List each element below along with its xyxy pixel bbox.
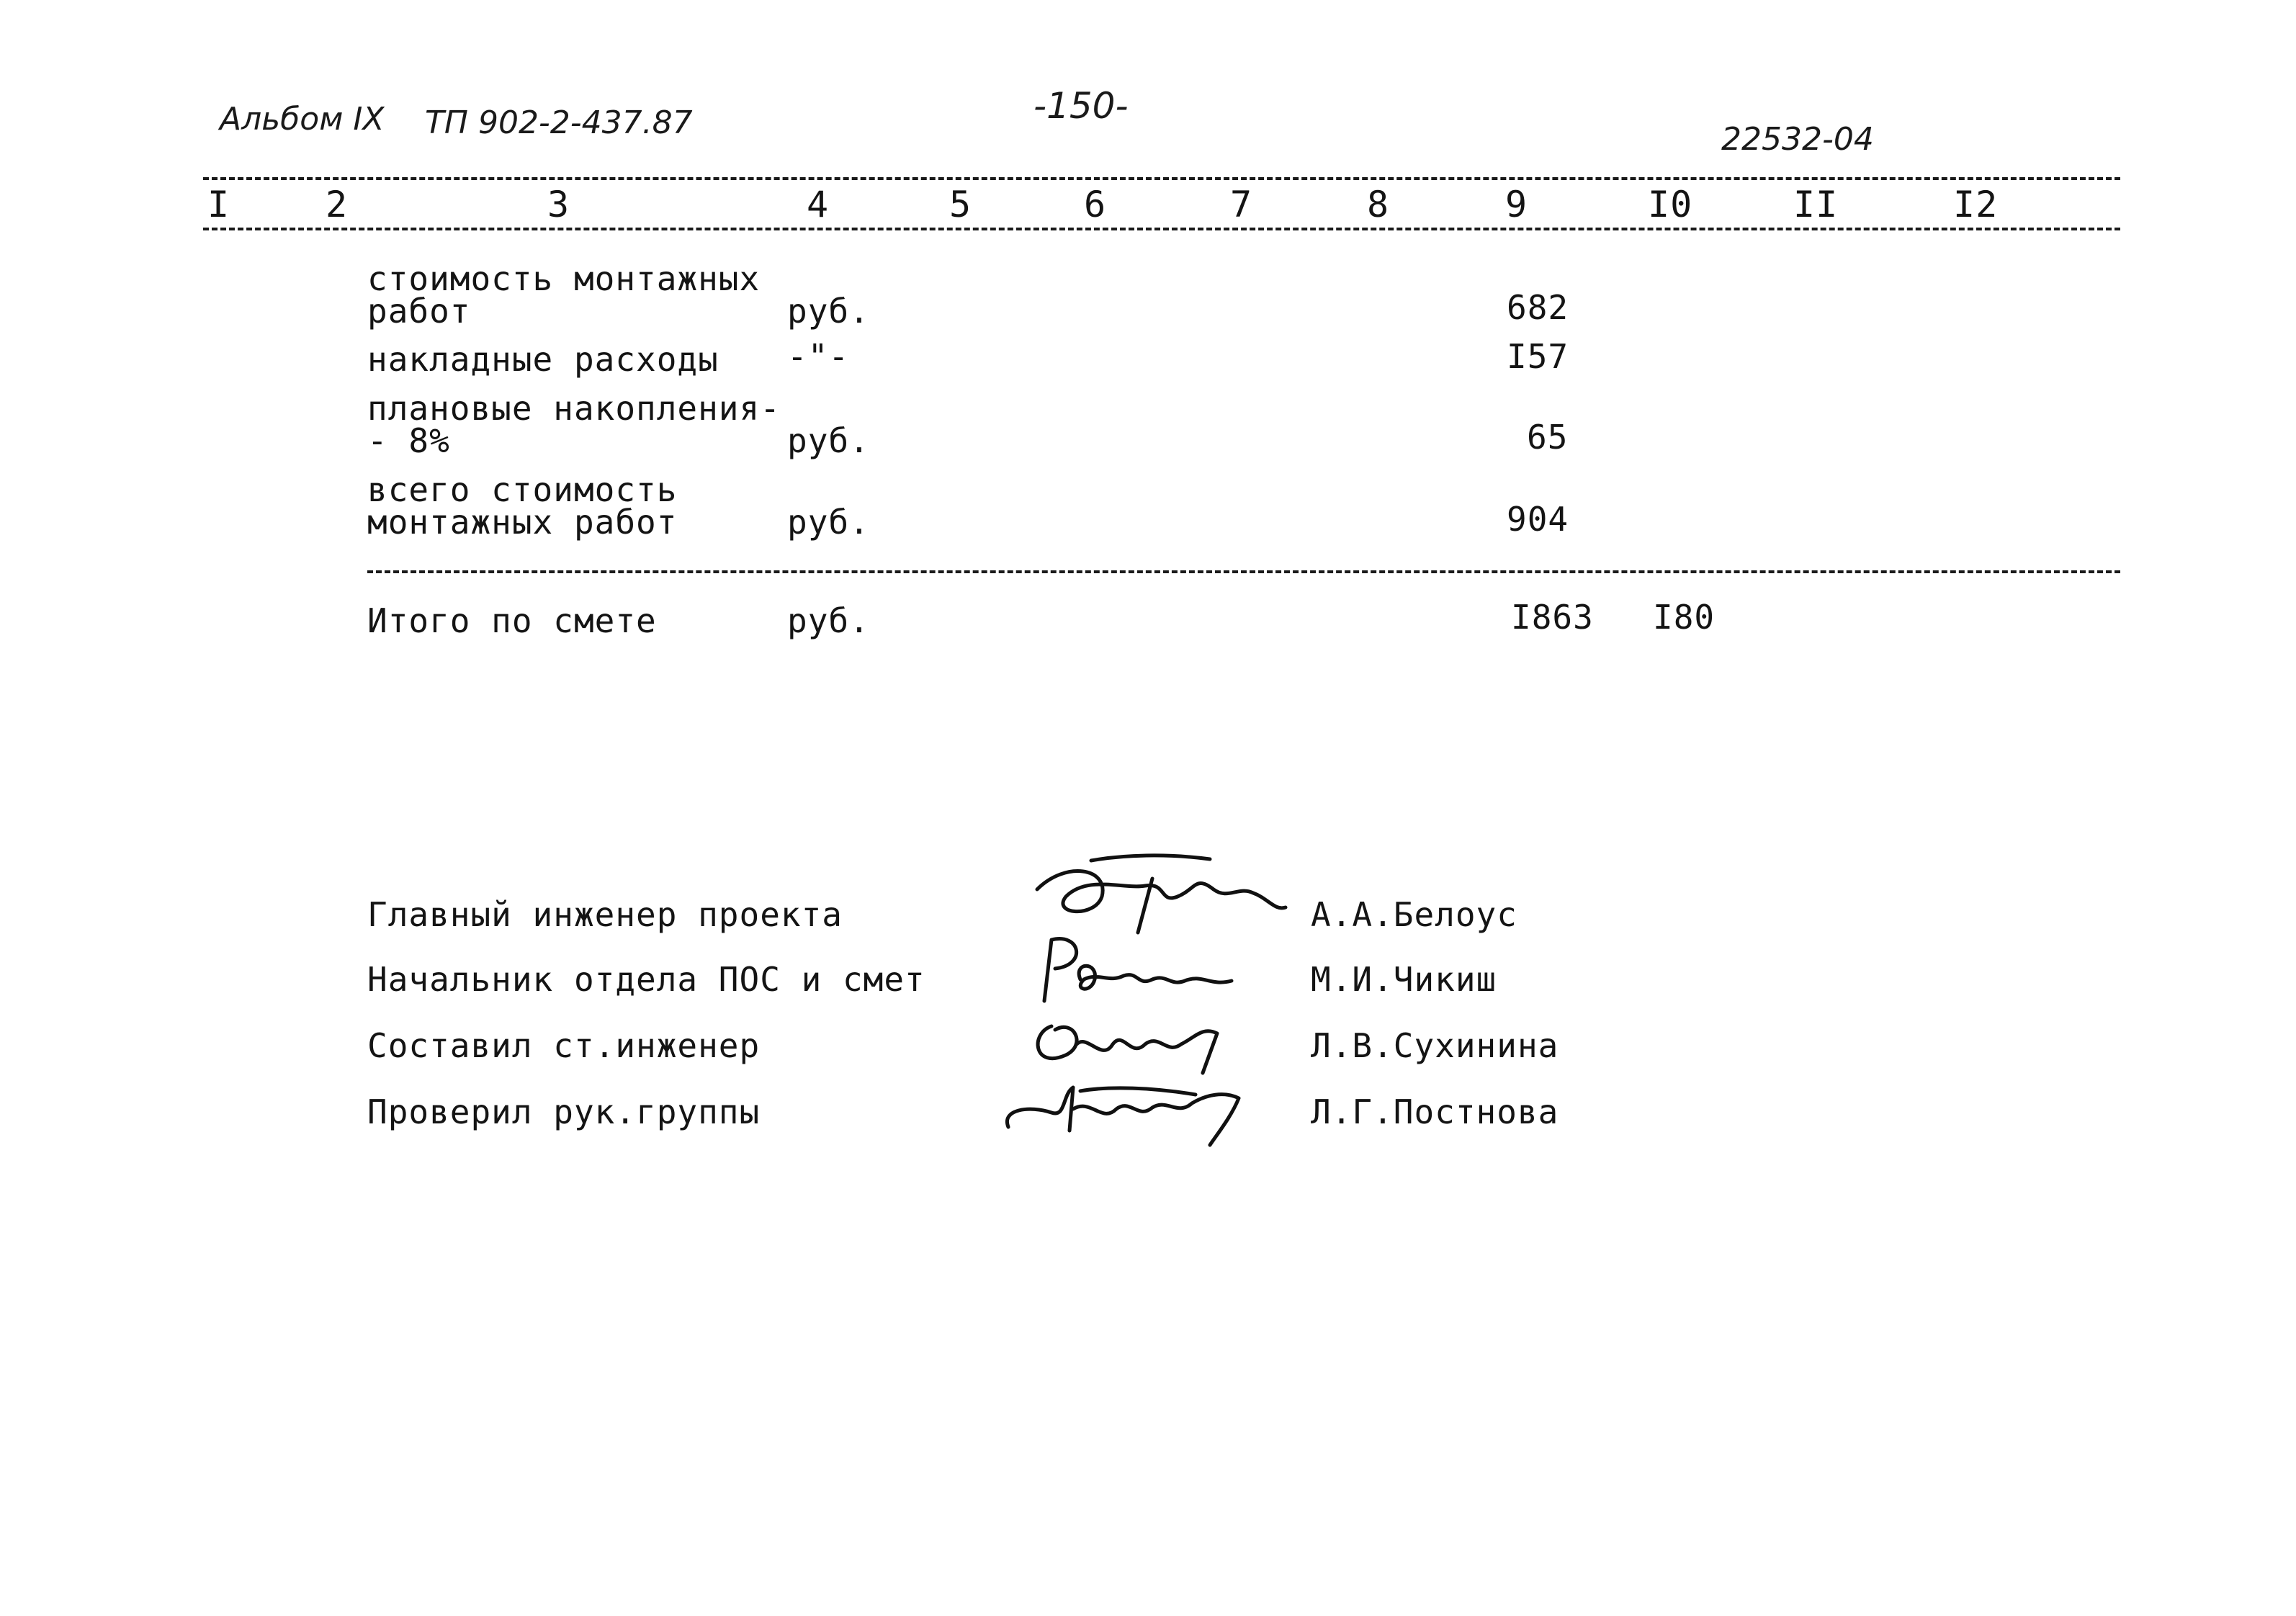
row-description-line2: работ <box>367 292 471 331</box>
row-description-line1: стоимость монтажных <box>367 259 761 298</box>
row-description-line1: всего стоимость <box>367 470 678 509</box>
total-value-col10: I80 <box>1653 598 1716 637</box>
row-value-col9: 682 <box>1507 288 1569 327</box>
signature-role: Начальник отдела ПОС и смет <box>367 960 925 999</box>
column-header-8: 8 <box>1367 184 1390 225</box>
signature-scribble-department-head <box>1030 929 1246 1008</box>
row-value-col9: 65 <box>1527 418 1569 457</box>
column-header-3: 3 <box>547 184 570 225</box>
row-unit: -"- <box>787 337 850 376</box>
column-header-1: I <box>207 184 230 225</box>
row-unit: руб. <box>787 503 870 542</box>
document-code: 22532-04 <box>1721 121 1874 158</box>
signature-scribble-group-leader <box>994 1066 1253 1152</box>
signature-name: А.А.Белоус <box>1311 895 1517 934</box>
column-header-12: I2 <box>1953 184 1999 225</box>
column-header-11: II <box>1793 184 1839 225</box>
signature-name: Л.В.Сухинина <box>1311 1026 1559 1065</box>
header-bottom-rule <box>203 228 2120 230</box>
signature-name: Л.Г.Постнова <box>1311 1092 1559 1131</box>
row-description-line2: монтажных работ <box>367 503 678 542</box>
column-header-4: 4 <box>807 184 830 225</box>
album-label: Альбом IX <box>220 101 385 138</box>
signature-role: Проверил рук.группы <box>367 1092 761 1131</box>
row-value-col9: 904 <box>1507 500 1569 539</box>
page-number: -150- <box>1033 85 1129 127</box>
column-header-7: 7 <box>1230 184 1253 225</box>
project-code: ТП 902-2-437.87 <box>425 104 693 141</box>
signature-role: Составил ст.инженер <box>367 1026 761 1065</box>
column-header-9: 9 <box>1505 184 1528 225</box>
total-separator-rule <box>367 570 2120 573</box>
column-header-10: I0 <box>1648 184 1693 225</box>
row-description-line1: накладные расходы <box>367 340 719 379</box>
column-header-5: 5 <box>949 184 972 225</box>
signature-name: М.И.Чикиш <box>1311 960 1497 999</box>
total-label: Итого по смете <box>367 601 657 640</box>
row-unit: руб. <box>787 421 870 460</box>
row-unit: руб. <box>787 292 870 331</box>
total-unit: руб. <box>787 601 870 640</box>
row-description-line1: плановые накопления- <box>367 389 781 428</box>
signature-role: Главный инженер проекта <box>367 895 843 934</box>
row-value-col9: I57 <box>1507 337 1569 376</box>
header-top-rule <box>203 177 2120 180</box>
column-header-6: 6 <box>1084 184 1107 225</box>
signature-scribble-chief-engineer <box>1023 846 1296 940</box>
column-header-2: 2 <box>326 184 349 225</box>
row-description-line2: - 8% <box>367 421 450 460</box>
total-value-col9: I863 <box>1511 598 1594 637</box>
